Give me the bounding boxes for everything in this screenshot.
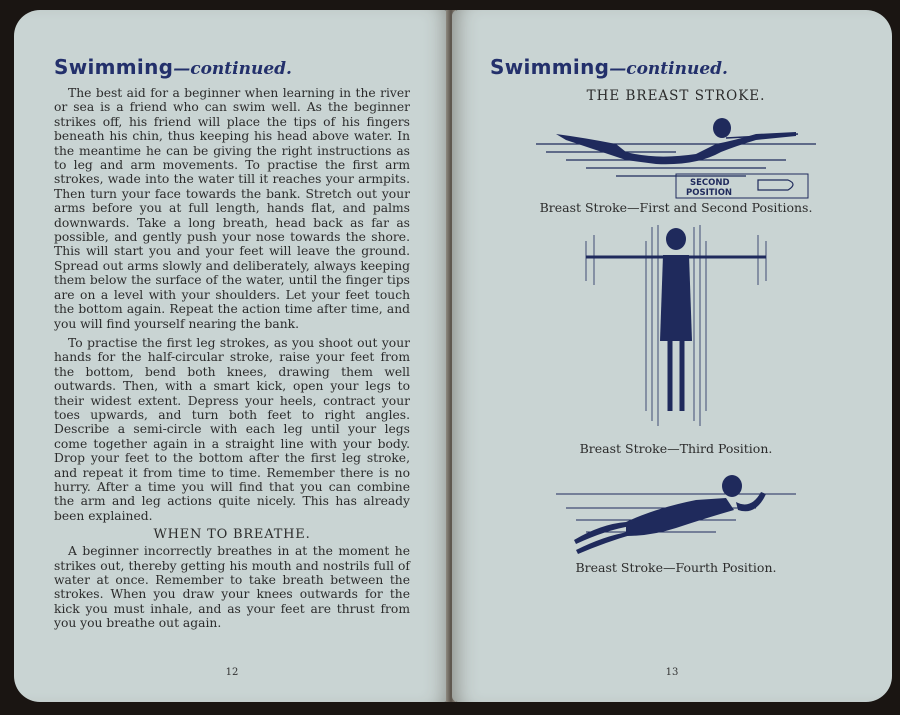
breast-stroke-title: THE BREAST STROKE. (586, 88, 766, 104)
inset-label-position: POSITION (686, 188, 733, 198)
second-position-inset (676, 174, 808, 198)
swimmer-glide-figure (556, 118, 798, 164)
swimmer-kick-figure (574, 475, 766, 554)
caption-third-position: Breast Stroke—Third Position. (579, 441, 773, 456)
figure-fourth-position (556, 464, 796, 560)
body-paragraph: The best aid for a beginner when learning in the river or sea is a friend who can swim well. As the beginner strikes off, his friend will place the tips of his fingers beneath his chin, thus keeping his head above water. In the meantime he can be giving the right instructions as to leg and arm movements. To practise the first arm strokes, wade into the water till it reaches your armpits. Then turn your face towards the bank. Stretch out your arms before you at full length, hands flat, and palms downwards. Take a long breath, head back as far as possible, and gently push your nose towards the shore. This will start you and your feet will leave the ground. Spread out arms slowly and deliberately, always keeping them below the surface of the water, until the finger tips are on a level with your shoulders. Let your feet touch the bottom again. Repeat the action time after time, and you will find yourself nearing the bank. (54, 86, 410, 331)
left-page (14, 10, 450, 702)
figure-third-position (566, 221, 786, 441)
figure-first-second-position (526, 104, 826, 200)
right-page (452, 10, 892, 702)
breathe-subheading: WHEN TO BREATHE. (153, 527, 311, 543)
page-number: 12 (225, 667, 239, 678)
heading-main: Swimming (54, 55, 174, 79)
breathe-paragraph: A beginner incorrectly breathes in at the moment he strikes out, thereby getting his mouth and nostrils full of water at once. Remember to take breath between the strokes. When you draw your knees outwards for the kick you must inhale, and as your feet are thrust from you you breathe out again. (54, 544, 410, 631)
heading-continued: —continued. (609, 59, 728, 79)
left-page-heading (54, 44, 410, 82)
caption-fourth-position: Breast Stroke—Fourth Position. (575, 560, 777, 575)
caption-first-second-position: Breast Stroke—First and Second Positions. (539, 200, 813, 215)
heading-main: Swimming (490, 55, 610, 79)
page-number: 13 (665, 667, 679, 678)
swimmer-arms-spread-figure (586, 228, 766, 411)
heading-continued: —continued. (173, 59, 292, 79)
inset-label-second: SECOND (690, 178, 730, 188)
right-page-heading (490, 44, 862, 82)
body-paragraph: To practise the first leg strokes, as you shoot out your hands for the half-circular stroke, raise your feet from the bottom, bend both knees, drawing them well outwards. Then, with a smart kick, open your legs to their widest extent. Depress your heels, contract your toes upwards, and turn both feet to right angles. Describe a semi-circle with each leg until your legs come together again in a straight line with your body. Drop your feet to the bottom after the first leg stroke, and repeat it from time to time. Remember there is no hurry. After a time you will find that you can combine the arm and leg actions quite nicely. This has already been explained. (54, 335, 410, 523)
